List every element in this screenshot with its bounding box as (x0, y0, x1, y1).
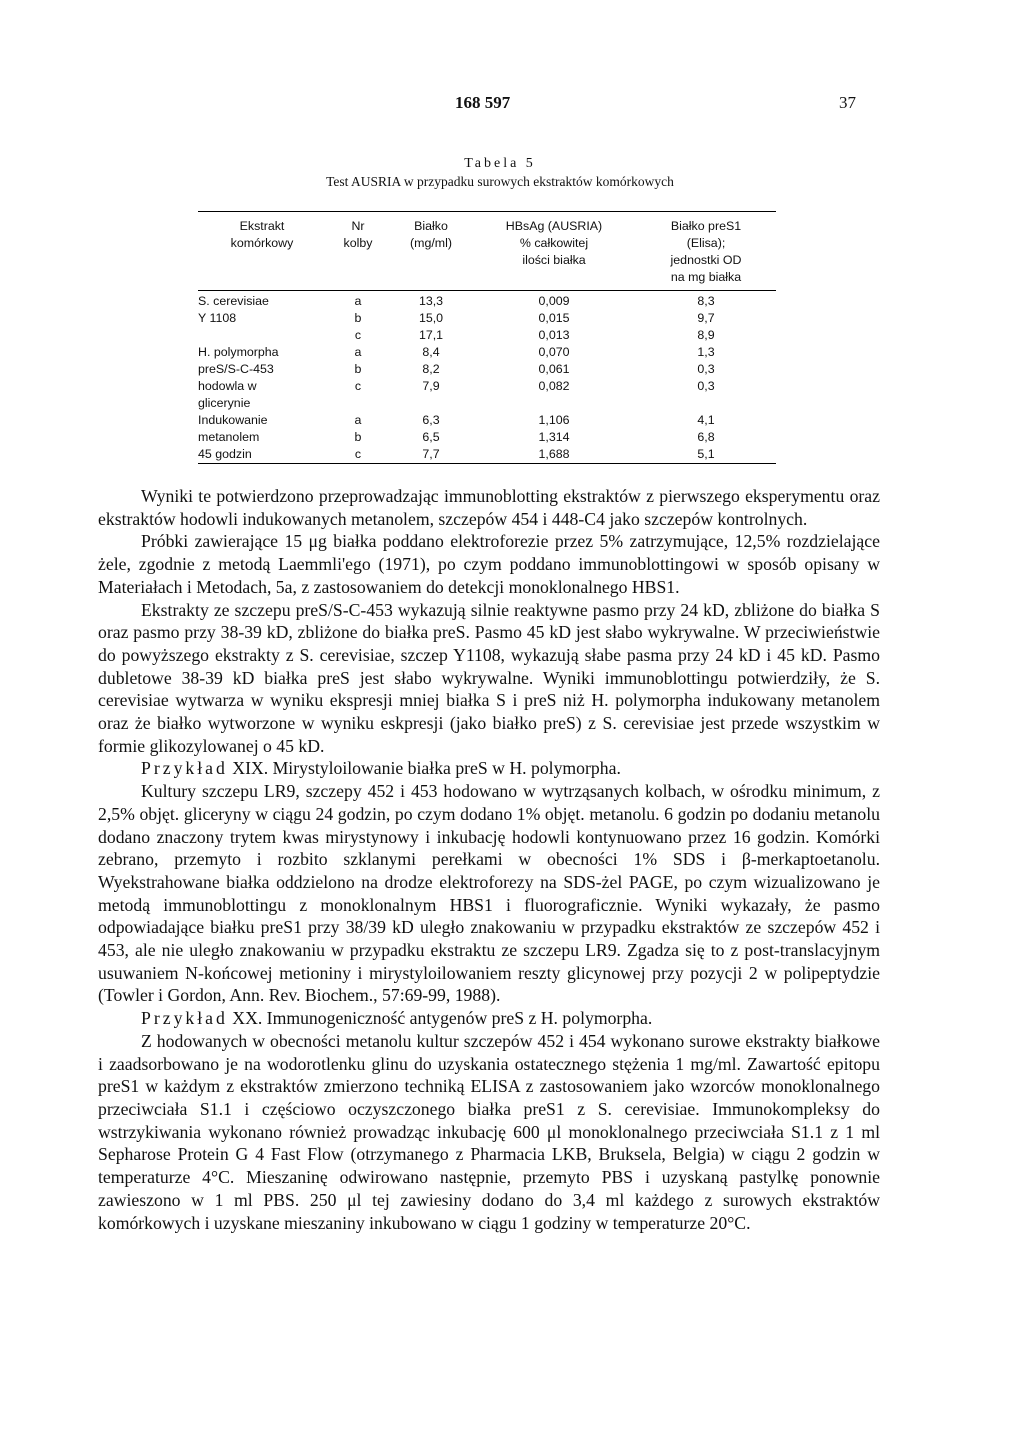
table-cell: 1,3 (697, 345, 715, 359)
table-cell: a (354, 294, 362, 308)
table-row (198, 412, 776, 429)
header-line: na mg białka (670, 270, 742, 284)
page-number: 37 (839, 93, 856, 112)
table-cell: 6,3 (422, 413, 440, 427)
table-row (198, 291, 776, 311)
table-cell: S. cerevisiae (198, 294, 269, 308)
table-cell: a (354, 413, 362, 427)
header-line: (Elisa); (686, 236, 726, 250)
table-cell (198, 327, 326, 344)
table-row (198, 310, 776, 327)
table-cell: 0,070 (538, 345, 570, 359)
table-cell: H. polymorpha (198, 345, 279, 359)
table-cell: preS/S-C-453 (198, 362, 274, 376)
table-cell: 45 godzin (198, 447, 252, 461)
paragraph: Kultury szczepu LR9, szczepy 452 i 453 hodowano w wytrząsanych kolbach, w ośrodku minimum, z 2,5% objęt. gliceryny w ciągu 24 godzin, po czym dodano 1% objęt. metanolu. 6 godzin po dodaniu metanolu dodano znaczony trytem kwas mirystynowy i inkubację hodowli kontynuowano przez 16 godzin. Komórki zebrano, przemyto i rozbito szklanymi perełkami w obecności 1% SDS i β-merkaptoetanolu. Wyekstrahowane białka oddzielono na drodze elektroforezy na SDS-żel PAGE, po czym wizualizowano je metodą immunoblottingu z monoklonalnym HBS1 i fluorograficznie. Wyniki wykazały, że pasmo odpowiadające białku preS1 przy 38/39 kD uległo znakowaniu w przypadku ekstraktów ze szczepów 452 i 453, ale nie uległo znakowaniu w przypadku ekstraktu ze szczepu LR9. Zgadza się to z post-translacyjnym usuwaniem N-końcowej metioniny i mirystyloilowaniem reszty glicynowej przy pozycji 2 w polipeptydzie (Towler i Gordon, Ann. Rev. Biochem., 57:69-99, 1988). (98, 781, 880, 1006)
table-cell: 15,0 (418, 311, 444, 325)
column-header (390, 212, 472, 291)
column-header (472, 212, 636, 291)
example-label: Przykład (141, 1008, 228, 1029)
table-cell (390, 395, 472, 412)
example-title: XX. Immunogeniczność antygenów preS z H. polymorpha. (232, 1008, 653, 1029)
table-cell: c (354, 328, 362, 342)
table-cell: Y 1108 (198, 311, 237, 325)
table-cell: 8,3 (697, 294, 715, 308)
header-line: HBsAg (AUSRIA) (505, 219, 603, 233)
table-cell: 4,1 (697, 413, 715, 427)
table-cell: 8,9 (697, 328, 715, 342)
paragraph: Wyniki te potwierdzono przeprowadzając immunoblotting ekstraktów z pierwszego eksperymentu oraz ekstraktów hodowli indukowanych metanolem, szczepów 454 i 448-C4 jako szczepów kontrolnych. (98, 486, 880, 529)
patent-number: 168 597 (455, 93, 511, 112)
table-cell: 17,1 (418, 328, 444, 342)
header-line: Białko preS1 (670, 219, 742, 233)
header-line: Białko (414, 219, 448, 233)
paragraph: Ekstrakty ze szczepu preS/S-C-453 wykazują silnie reaktywne pasmo przy 24 kD, zbliżone do białka S oraz pasmo przy 38-39 kD, zbliżone do białka preS. Pasmo 45 kD jest słabo wykrywalne. W przeciwieństwie do powyższego ekstrakty z S. cerevisiae, szczep Y1108, wykazują słabe pasma przy 24 kD i 45 kD. Pasmo dubletowe 38-39 kD białka preS jest słabo wykrywalne. Wyniki immunoblottingu potwierdziły, że S. cerevisiae wytwarza w wyniku ekspresji mniej białka S i preS niż H. polymorpha indukowany metanolem oraz że białko wytworzone w wyniku eskpresji (jako białko preS) z S. cerevisiae jest przede wszystkim w formie glikozylowanej o 45 kD. (98, 599, 880, 756)
table-cell: b (354, 430, 362, 444)
table-cell: 6,8 (697, 430, 715, 444)
table-cell: hodowla w (198, 379, 257, 393)
table-row (198, 327, 776, 344)
header-line: ilości białka (522, 253, 586, 267)
table-cell: 1,314 (538, 430, 570, 444)
table-cell: 8,4 (422, 345, 440, 359)
table-row (198, 361, 776, 378)
table-cell: 9,7 (697, 311, 715, 325)
table-cell: 13,3 (418, 294, 444, 308)
table-label: Tabela 5 (464, 156, 536, 171)
table-cell: metanolem (198, 430, 260, 444)
table-row (198, 378, 776, 395)
header-line: (mg/ml) (410, 236, 452, 250)
table-cell: 0,061 (538, 362, 570, 376)
table-cell: 0,009 (538, 294, 570, 308)
table-cell: b (354, 311, 362, 325)
table-cell: 7,9 (422, 379, 440, 393)
table-row (198, 429, 776, 446)
table-cell: 0,015 (538, 311, 570, 325)
header-line: Nr (351, 219, 365, 233)
table-cell: 1,688 (538, 447, 570, 461)
example-heading (98, 1007, 880, 1030)
header-line: % całkowitej (519, 236, 589, 250)
header-line: jednostki OD (670, 253, 742, 267)
results-table (198, 211, 776, 464)
table-cell: 7,7 (422, 447, 440, 461)
example-label: Przykład (141, 758, 228, 779)
example-title: XIX. Mirystyloilowanie białka preS w H. polymorpha. (232, 758, 621, 779)
header-line: Ekstrakt (239, 219, 285, 233)
table-cell: a (354, 345, 362, 359)
table-cell: c (354, 379, 362, 393)
paragraph: Próbki zawierające 15 μg białka poddano elektroforezie przez 5% zatrzymujące, 12,5% rozdzielające żele, zgodnie z metodą Laemmli'ego (1971), po czym poddano immunoblottingowi w sposób opisany w Materiałach i Metodach, 5a, z zastosowaniem do detekcji monoklonalnego HBS1. (98, 531, 880, 597)
table-row (198, 446, 776, 464)
table-cell: 8,2 (422, 362, 440, 376)
table-cell: 0,3 (697, 362, 715, 376)
body-text (98, 485, 880, 1234)
column-header (198, 212, 326, 291)
table-cell: 0,082 (538, 379, 570, 393)
table-cell (472, 395, 636, 412)
header-line: komórkowy (230, 236, 294, 250)
table-cell: 1,106 (538, 413, 570, 427)
table-row (198, 344, 776, 361)
table-cell (326, 395, 390, 412)
table-row (198, 395, 776, 412)
table-cell: 0,3 (697, 379, 715, 393)
table-header-row (198, 212, 776, 291)
table-cell: b (354, 362, 362, 376)
table-cell (636, 395, 776, 412)
column-header (636, 212, 776, 291)
header-line: kolby (343, 236, 373, 250)
table-caption: Test AUSRIA w przypadku surowych ekstraktów komórkowych (326, 174, 674, 189)
table-cell: c (354, 447, 362, 461)
table-cell: 0,013 (538, 328, 570, 342)
example-heading (98, 757, 880, 780)
table-cell: 5,1 (697, 447, 715, 461)
table-cell: glicerynie (198, 396, 251, 410)
table-cell: 6,5 (422, 430, 440, 444)
paragraph: Z hodowanych w obecności metanolu kultur szczepów 452 i 454 wykonano surowe ekstrakty białkowe i zaadsorbowano je na wodorotlenku glinu do uzyskania ostatecznego stężenia 1 mg/ml. Zawartość epitopu preS1 w każdym z ekstraktów zmierzono techniką ELISA z zastosowaniem jako wzorców monoklonalnego przeciwciała S1.1 i częściowo oczyszczonego białka preS1 z S. cerevisiae. Immunokompleksy do wstrzykiwania wykonano również prowadząc inkubację 600 μl monoklonalnego przeciwciała S1.1 z 1 ml Sepharose Protein G 4 Fast Flow (otrzymanego z Pharmacia LKB, Bruksela, Belgia) w ciągu 2 godzin w temperaturze 4°C. Mieszaninę odwirowano następnie, przemyto PBS i uzyskaną pastylkę ponownie zawieszono w 1 ml PBS. 250 μl tej zawiesiny dodano do 3,4 ml każdego z surowych ekstraktów komórkowych i uzyskane mieszaniny inkubowano w ciągu 1 godziny w temperaturze 20°C. (98, 1030, 880, 1233)
column-header (326, 212, 390, 291)
table-cell: Indukowanie (198, 413, 268, 427)
